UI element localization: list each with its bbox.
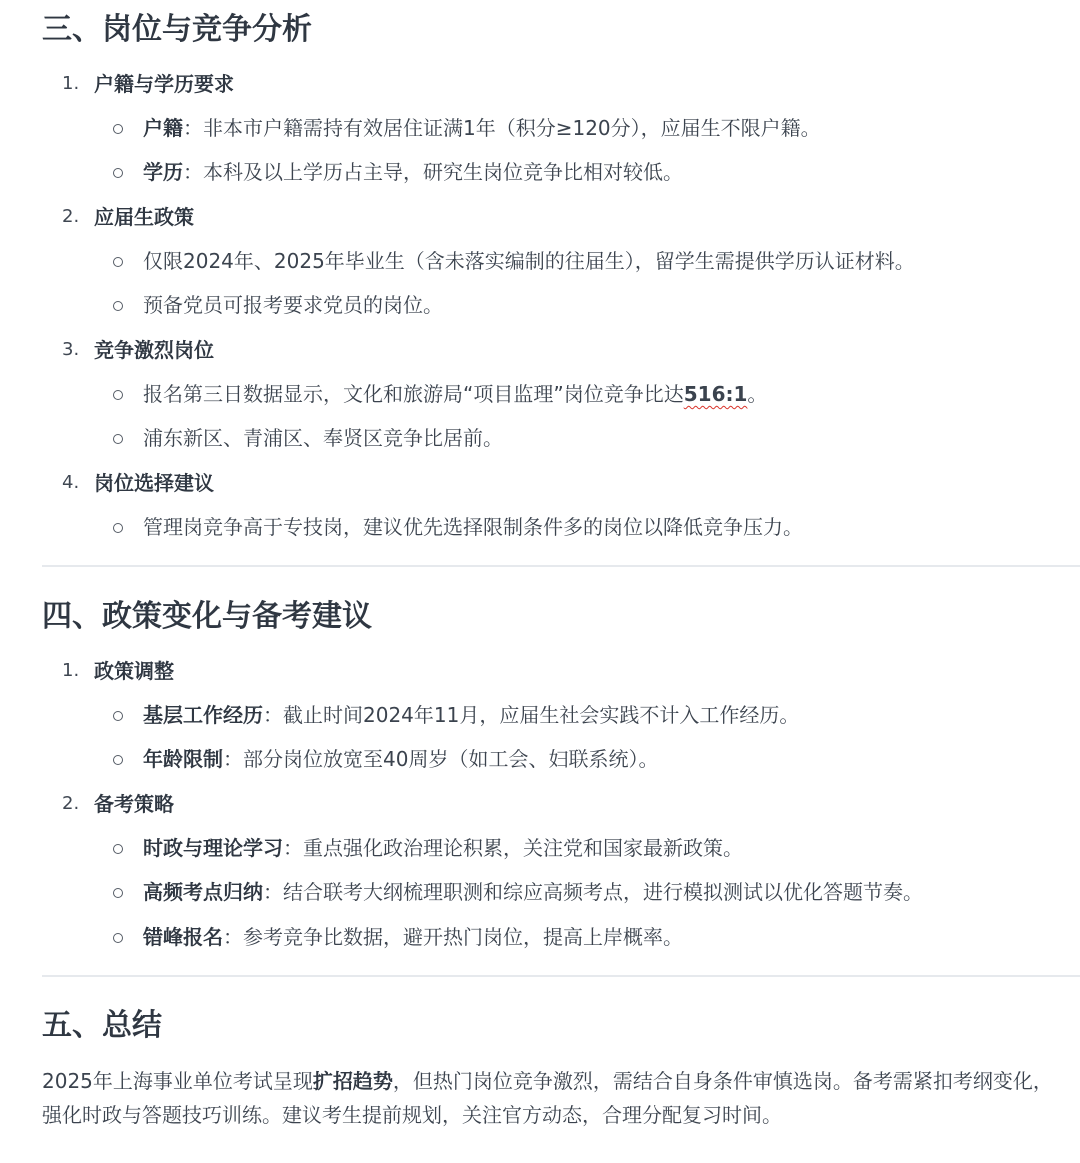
subitem-separator: ： [283,836,303,860]
subitem-keyword: 基层工作经历 [143,703,263,727]
subitem-keyword: 学历 [143,160,183,184]
list-subitem-districts: 浦东新区、青浦区、奉贤区竞争比居前。 [143,426,503,450]
subitem-separator: ： [263,703,283,727]
list-number: 2. [62,206,80,227]
subitem-text: 重点强化政治理论积累，关注党和国家最新政策。 [303,836,743,860]
list-number: 1. [62,660,80,681]
list-subitem-off-peak [143,923,683,951]
subitem-separator: ： [223,747,243,771]
bullet-icon [113,933,123,943]
list-heading-competitive-posts: 竞争激烈岗位 [94,338,214,362]
subitem-keyword: 错峰报名 [143,925,223,949]
subitem-separator: ： [263,880,283,904]
subitem-keyword: 年龄限制 [143,747,223,771]
subitem-tail: 。 [747,382,768,406]
list-subitem-residency [143,114,821,142]
competition-ratio-value: 516:1 [683,382,748,406]
subitem-text: 报名第三日数据显示，文化和旅游局“项目监理”岗位竞争比达 [143,382,684,406]
list-subitem-competition-ratio [143,380,767,408]
bullet-icon [113,257,123,267]
list-number: 1. [62,73,80,94]
bullet-icon [113,888,123,898]
bullet-icon [113,168,123,178]
subitem-text: 参考竞争比数据，避开热门岗位，提高上岸概率。 [243,925,683,949]
subitem-text: 部分岗位放宽至40周岁（如工会、妇联系统）。 [243,747,659,771]
bullet-icon [113,390,123,400]
subitem-text: 结合联考大纲梳理职测和综应高频考点，进行模拟测试以优化答题节奏。 [283,880,923,904]
section-title-summary: 五、总结 [42,1008,162,1043]
section-divider [42,975,1080,977]
bullet-icon [113,844,123,854]
list-number: 3. [62,339,80,360]
summary-paragraph [42,1064,1072,1132]
list-heading-graduate-policy: 应届生政策 [94,205,194,229]
subitem-separator: ： [183,160,203,184]
section-divider [42,565,1080,567]
subitem-separator: ： [183,116,203,140]
summary-text: ，但热门岗位竞争激烈，需结合自身条件审慎选岗。备考需紧扣考纲变化，强化时政与答题技巧训练。建议考生提前规划，关注官方动态，合理分配复习时间。 [42,1069,1053,1127]
bullet-icon [113,301,123,311]
bullet-icon [113,711,123,721]
list-heading-residency-education: 户籍与学历要求 [94,72,234,96]
bullet-icon [113,124,123,134]
list-number: 2. [62,793,80,814]
bullet-icon [113,523,123,533]
section-title-policy-advice: 四、政策变化与备考建议 [42,599,372,634]
summary-text: 2025年上海事业单位考试呈现 [42,1069,313,1093]
list-heading-policy-adjustment: 政策调整 [94,659,174,683]
bullet-icon [113,434,123,444]
subitem-text: 截止时间2024年11月，应届生社会实践不计入工作经历。 [283,703,800,727]
list-heading-prep-strategy: 备考策略 [94,792,174,816]
list-subitem-current-affairs [143,834,743,862]
subitem-keyword: 时政与理论学习 [143,836,283,860]
list-subitem-management-posts: 管理岗竞争高于专技岗，建议优先选择限制条件多的岗位以降低竞争压力。 [143,515,803,539]
bullet-icon [113,755,123,765]
subitem-keyword: 户籍 [143,116,183,140]
list-subitem-grassroots-experience [143,701,799,729]
list-subitem-age-limit [143,745,658,773]
list-subitem-key-points [143,878,923,906]
section-title-competition: 三、岗位与竞争分析 [42,12,312,47]
list-subitem-education [143,158,683,186]
list-subitem-party-member: 预备党员可报考要求党员的岗位。 [143,293,443,317]
summary-keyword: 扩招趋势 [312,1069,393,1093]
list-subitem-graduate-years: 仅限2024年、2025年毕业生（含未落实编制的往届生），留学生需提供学历认证材料。 [143,249,915,273]
subitem-keyword: 高频考点归纳 [143,880,263,904]
list-number: 4. [62,472,80,493]
list-heading-post-selection: 岗位选择建议 [94,471,214,495]
subitem-text: 本科及以上学历占主导，研究生岗位竞争比相对较低。 [203,160,683,184]
subitem-separator: ： [223,925,243,949]
subitem-text: 非本市户籍需持有效居住证满1年（积分≥120分），应届生不限户籍。 [203,116,821,140]
